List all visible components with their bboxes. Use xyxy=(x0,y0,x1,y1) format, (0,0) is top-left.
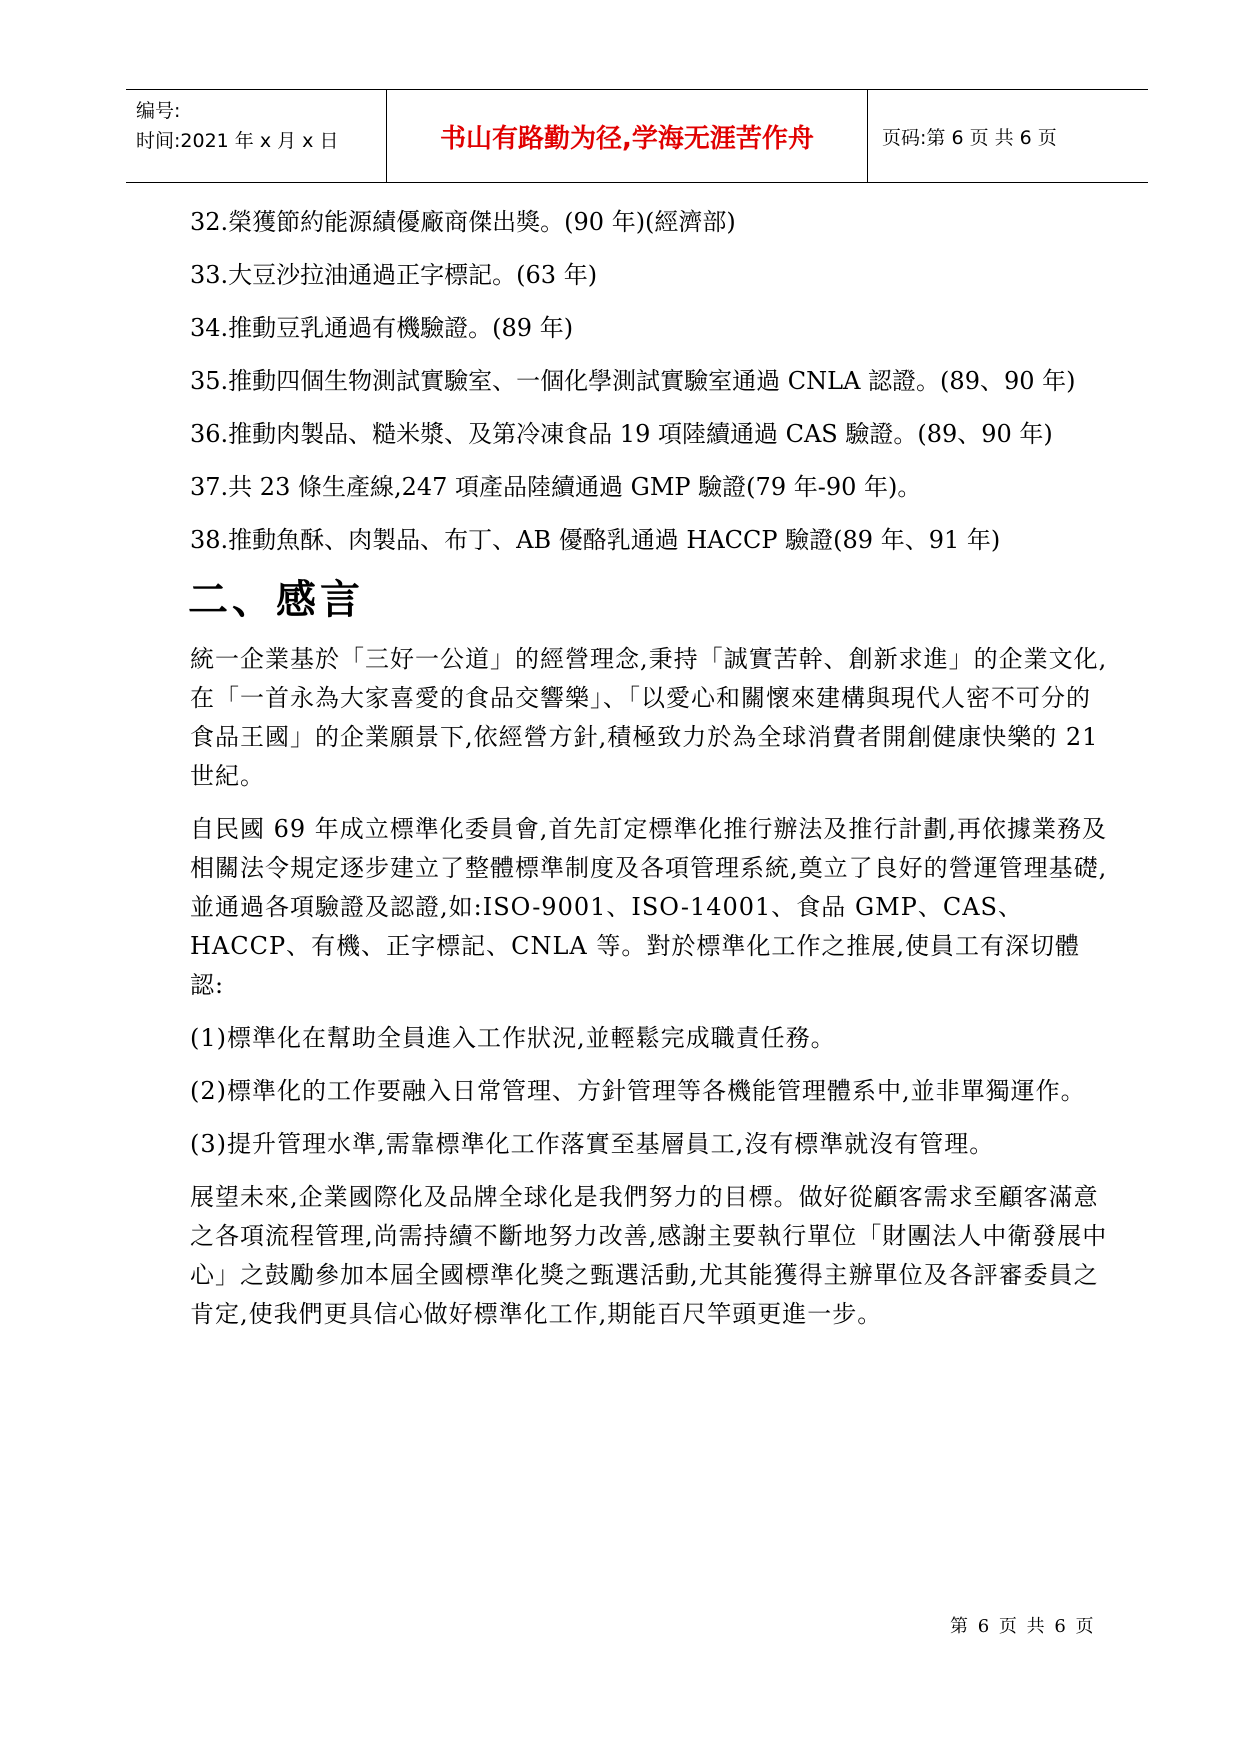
page-footer: 第 6 页 共 6 页 xyxy=(950,1616,1096,1637)
header-meta xyxy=(126,90,386,182)
list-item: 33.大豆沙拉油通過正字標記。(63 年) xyxy=(190,261,598,289)
list-item: 34.推動豆乳通過有機驗證。(89 年) xyxy=(190,314,574,342)
list-item: 37.共 23 條生產線,247 項產品陸續通過 GMP 驗證(79 年-90 年)。 xyxy=(190,473,922,501)
page-header xyxy=(126,89,1148,183)
header-motto: 书山有路勤为径,学海无涯苦作舟 xyxy=(386,90,868,182)
document-body xyxy=(190,203,1110,1348)
list-item: 32.榮獲節約能源績優廠商傑出獎。(90 年)(經濟部) xyxy=(190,208,736,236)
list-item: 35.推動四個生物測試實驗室、一個化學測試實驗室通過 CNLA 認證。(89、90 年) xyxy=(190,367,1076,395)
list-item: (3)提升管理水準,需靠標準化工作落實至基層員工,沒有標準就沒有管理。 xyxy=(190,1130,995,1158)
section-heading: 二、感言 xyxy=(188,577,364,623)
header-page-label: 页码:第 6 页 共 6 页 xyxy=(882,126,1057,149)
paragraph: 展望未來,企業國際化及品牌全球化是我們努力的目標。做好從顧客需求至顧客滿意之各項流程管理,尚需持續不斷地努力改善,感謝主要執行單位「財團法人中衛發展中心」之鼓勵參加本屆全國標準化獎之甄選活動,尤其能獲得主辦單位及各評審委員之肯定,使我們更具信心做好標準化工作,期能百尺竿頭更進一步。 xyxy=(190,1183,1108,1328)
number-label: 编号: xyxy=(136,100,181,122)
paragraph: 自民國 69 年成立標準化委員會,首先訂定標準化推行辦法及推行計劃,再依據業務及相關法令規定逐步建立了整體標準制度及各項管理系統,奠立了良好的營運管理基礎,並通過各項驗證及認證,如:ISO-9001、ISO-14001、食品 GMP、CAS、HACCP、有機、正字標記、CNLA 等。對於標準化工作之推展,使員工有深切體認: xyxy=(190,815,1108,999)
list-item: (1)標準化在幫助全員進入工作狀況,並輕鬆完成職責任務。 xyxy=(190,1024,836,1052)
list-item: 36.推動肉製品、糙米漿、及第冷凍食品 19 項陸續通過 CAS 驗證。(89、90 年) xyxy=(190,420,1053,448)
list-item: 38.推動魚酥、肉製品、布丁、AB 優酪乳通過 HACCP 驗證(89 年、91 年) xyxy=(190,526,1001,554)
list-item: (2)標準化的工作要融入日常管理、方針管理等各機能管理體系中,並非單獨運作。 xyxy=(190,1077,1086,1105)
paragraph: 統一企業基於「三好一公道」的經營理念,秉持「誠實苦幹、創新求進」的企業文化,在「一首永為大家喜愛的食品交響樂」、「以愛心和關懷來建構與現代人密不可分的食品王國」的企業願景下,依經營方針,積極致力於為全球消費者開創健康快樂的 21 世紀。 xyxy=(190,645,1108,790)
time-label: 时间:2021 年 x 月 x 日 xyxy=(136,130,339,152)
